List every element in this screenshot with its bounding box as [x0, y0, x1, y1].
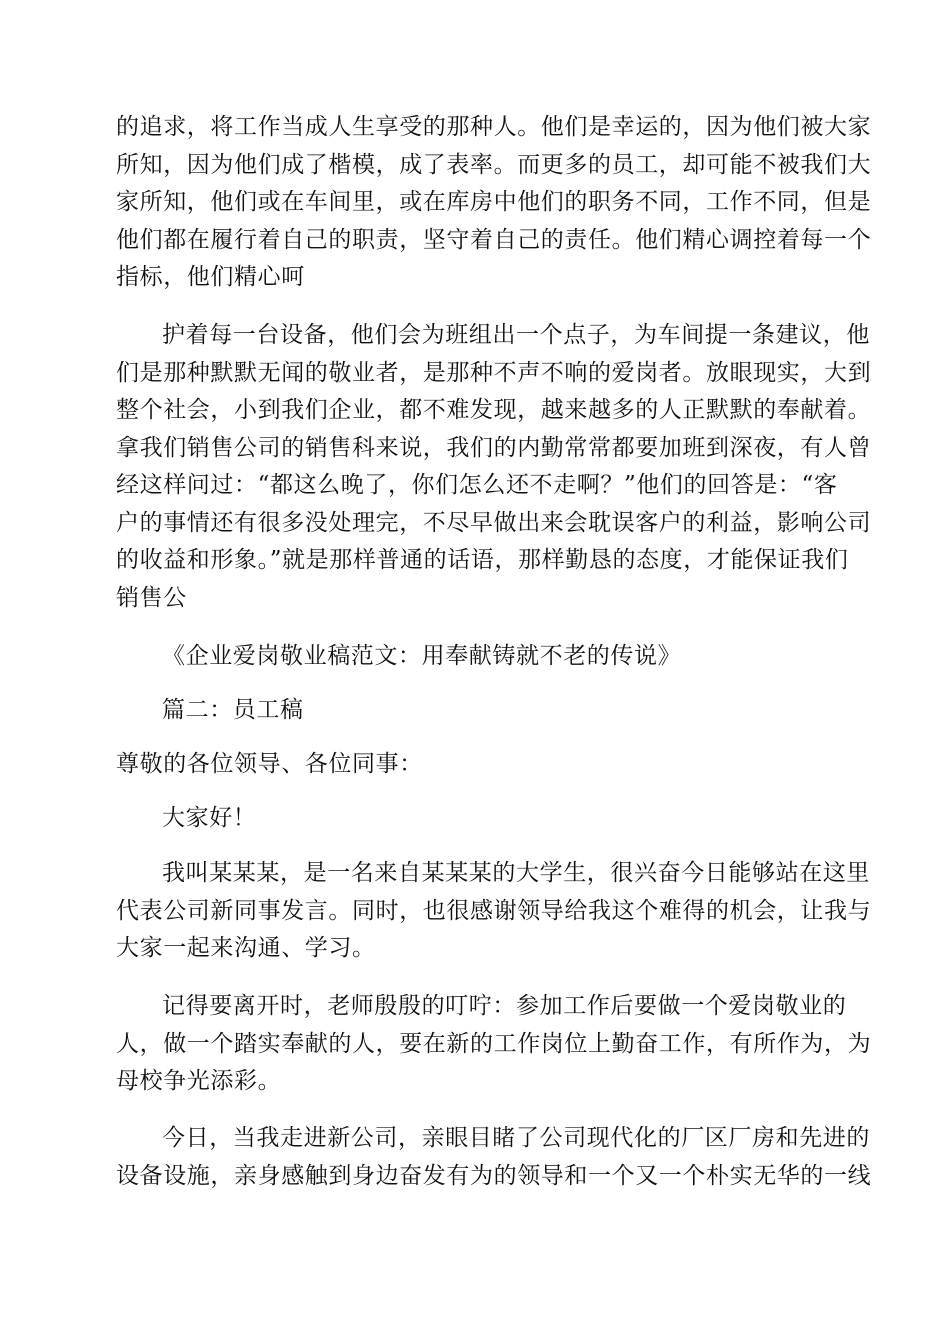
- text-line: 我叫某某某，是一名来自某某某的大学生，很兴奋今日能够站在这里: [162, 860, 870, 886]
- text-line: 的收益和形象。”就是那样普通的话语，那样勤恳的态度，才能保证我们: [116, 547, 849, 573]
- text-line: 经这样问过：“都这么晚了，你们怎么还不走啊？”他们的回答是：“客: [116, 472, 838, 498]
- paragraph-1: [116, 109, 872, 297]
- text-line: 他们都在履行着自己的职责，坚守着自己的责任。他们精心调控着每一个: [116, 226, 872, 253]
- text-line: 记得要离开时，老师殷殷的叮咛：参加工作后要做一个爱岗敬业的: [162, 993, 847, 1019]
- text-line: 尊敬的各位领导、各位同事：: [116, 751, 423, 777]
- text-line: 今日，当我走进新公司，亲眼目睹了公司现代化的厂区厂房和先进的: [162, 1125, 870, 1151]
- greeting: [116, 800, 832, 838]
- text-line: 指标，他们精心呵: [116, 264, 305, 290]
- text-line: 拿我们销售公司的销售科来说，我们的内勤常常都要加班到深夜，有人曾: [116, 434, 872, 461]
- text-line: 所知，因为他们成了楷模，成了表率。而更多的员工，却可能不被我们大: [116, 151, 872, 178]
- text-line: 大家好！: [162, 805, 257, 831]
- text-line: 整个社会，小到我们企业，都不难发现，越来越多的人正默默的奉献着。: [116, 397, 872, 423]
- text-line: 大家一起来沟通、学习。: [116, 935, 376, 961]
- article-title: [116, 638, 832, 676]
- text-line: 家所知，他们或在车间里，或在库房中他们的职务不同，工作不同，但是: [116, 189, 872, 215]
- text-line: 母校争光添彩。: [116, 1068, 282, 1094]
- text-line: 人，做一个踏实奉献的人，要在新的工作岗位上勤奋工作，有所作为，为: [116, 1030, 872, 1057]
- salutation: [116, 746, 832, 784]
- paragraph-5: [116, 1120, 872, 1195]
- paragraph-2: [116, 317, 872, 617]
- paragraph-3: [116, 855, 872, 968]
- paragraph-4: [116, 988, 872, 1101]
- text-line: 户的事情还有很多没处理完，不尽早做出来会耽误客户的利益，影响公司: [116, 509, 872, 536]
- text-line: 们是那种默默无闻的敬业者，是那种不声不响的爱岗者。放眼现实，大到: [116, 359, 872, 386]
- text-line: 《企业爱岗敬业稿范文：用奉献铸就不老的传说》: [162, 643, 682, 669]
- text-line: 护着每一台设备，他们会为班组出一个点子，为车间提一条建议，他: [162, 322, 870, 348]
- text-line: 设备设施，亲身感触到身边奋发有为的领导和一个又一个朴实无华的一线: [116, 1162, 872, 1189]
- section-heading: [116, 692, 832, 730]
- text-line: 的追求，将工作当成人生享受的那种人。他们是幸运的，因为他们被大家: [116, 114, 872, 140]
- text-line: 篇二：员工稿: [162, 697, 304, 723]
- text-line: 销售公: [116, 584, 187, 611]
- text-line: 代表公司新同事发言。同时，也很感谢领导给我这个难得的机会，让我与: [116, 897, 872, 924]
